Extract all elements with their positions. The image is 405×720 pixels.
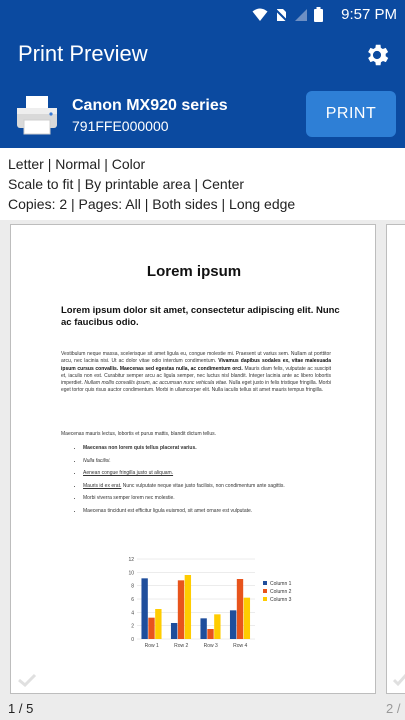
chart-bar <box>178 580 184 639</box>
chart-y-tick-label: 0 <box>131 637 134 643</box>
chart-bar <box>185 575 191 639</box>
status-bar <box>0 0 405 30</box>
document-paragraph: Vestibulum neque massa, scelerisque sit amet ligula eu, congue molestie mi. Praesent ut varius sem. Nullam at porttitor arcu, nec lacinia nisi. Ut ac dolor vitae odio interdum condimentum. Vivamus dapibus sodales ex, vitae malesuada ipsum cursus convallis. Maecenas sed egestas nulla, ac condimentum orci. Mauris diam felis, vulputate ac suscipit et, iaculis non est. Curabitur semper arcu ac ligula semper, nec luctus nisl blandit. Integer lacinia ante ac libero lobortis imperdiet. Nullam mollis convallis ipsum, ac accumsan nunc vehicula vitae. Nulla eget justo in felis tristique fringilla. Morbi eget tortor quis risus auctor condimentum. Morbi in ullamcorper elit. Nulla iaculis tellus sit amet mauris tempus fringilla. <box>61 351 332 394</box>
chart-legend-label: Column 3 <box>270 597 292 603</box>
chart-legend-label: Column 2 <box>270 589 292 595</box>
no-sim-icon <box>274 8 288 22</box>
list-item: • Maecenas tincidunt est efficitur ligula euismod, sit amet ornare est vulputate. <box>83 508 331 515</box>
chart-y-tick-label: 8 <box>131 583 134 590</box>
list-item: • Mauris id ex erat. Nunc vulputate neque vitae justo facilisis, non condimentum ante sagittis. <box>83 483 331 490</box>
chart-bar <box>214 614 220 639</box>
status-icons <box>252 7 323 22</box>
printer-icon <box>14 92 60 138</box>
chart-legend-label: Column 1 <box>270 581 292 587</box>
chart-bar <box>207 629 213 639</box>
document-chart <box>121 553 307 657</box>
chart-x-tick-label: Row 4 <box>233 643 248 649</box>
list-item: • Morbi viverra semper lorem nec molestie. <box>83 495 331 502</box>
chart-bar <box>148 618 154 639</box>
paper-settings: Letter | Normal | Color <box>8 156 146 172</box>
chart-legend-swatch <box>263 597 267 601</box>
chart-bar <box>244 598 250 639</box>
page-selected-check-icon[interactable] <box>393 673 405 687</box>
next-page-indicator: 2 / <box>386 701 401 716</box>
chart-x-tick-label: Row 1 <box>144 643 159 649</box>
preview-page-2[interactable] <box>386 224 405 694</box>
chart-bar <box>171 623 177 639</box>
gear-icon[interactable] <box>363 41 391 69</box>
printer-name: Canon MX920 series <box>72 97 228 114</box>
wifi-icon <box>252 8 268 22</box>
chart-legend-swatch <box>263 589 267 593</box>
chart-x-tick-label: Row 2 <box>174 643 189 649</box>
page-selected-check-icon[interactable] <box>17 673 37 687</box>
document-title: Lorem ipsum <box>146 263 242 280</box>
scale-settings: Scale to fit | By printable area | Center <box>8 176 245 192</box>
chart-legend-swatch <box>263 581 267 585</box>
chart-bar <box>230 610 236 639</box>
preview-area[interactable] <box>0 220 405 698</box>
pagination-bar <box>0 698 405 720</box>
chart-bar <box>237 579 243 639</box>
chart-y-tick-label: 12 <box>128 557 134 563</box>
printer-id: 791FFE000000 <box>72 118 169 134</box>
chart-y-tick-label: 2 <box>131 623 134 630</box>
list-item: • Nulla facilisi. <box>83 458 331 465</box>
list-item: • Aenean congue fringilla justo ut aliquam. <box>83 470 331 477</box>
copies-settings: Copies: 2 | Pages: All | Both sides | Long edge <box>8 196 296 212</box>
clock: 9:57 PM <box>341 6 397 23</box>
chart-x-tick-label: Row 3 <box>203 643 218 649</box>
page-indicator: 1 / 5 <box>8 701 34 716</box>
signal-icon <box>294 8 308 22</box>
list-item: • Maecenas non lorem quis tellus placerat varius. <box>83 445 331 452</box>
app-bar <box>0 30 405 82</box>
printer-bar <box>0 82 405 148</box>
chart-y-tick-label: 10 <box>128 570 134 577</box>
document-bullet-list <box>73 445 331 520</box>
page-title: Print Preview <box>18 41 148 66</box>
preview-page-1[interactable] <box>10 224 376 694</box>
battery-icon <box>314 7 323 22</box>
chart-bar <box>155 609 161 639</box>
chart-bar <box>200 618 206 639</box>
chart-y-tick-label: 4 <box>131 610 134 617</box>
chart-y-tick-label: 6 <box>131 597 134 603</box>
document-subtitle: Lorem ipsum dolor sit amet, consectetur adipiscing elit. Nunc ac faucibus odio. <box>61 305 340 328</box>
print-button[interactable]: PRINT <box>306 91 396 137</box>
print-settings-summary[interactable] <box>0 148 405 220</box>
document-paragraph-2: Maecenas mauris lectus, lobortis et purus mattis, blandit dictum tellus. <box>61 431 217 437</box>
chart-bar <box>141 578 147 639</box>
